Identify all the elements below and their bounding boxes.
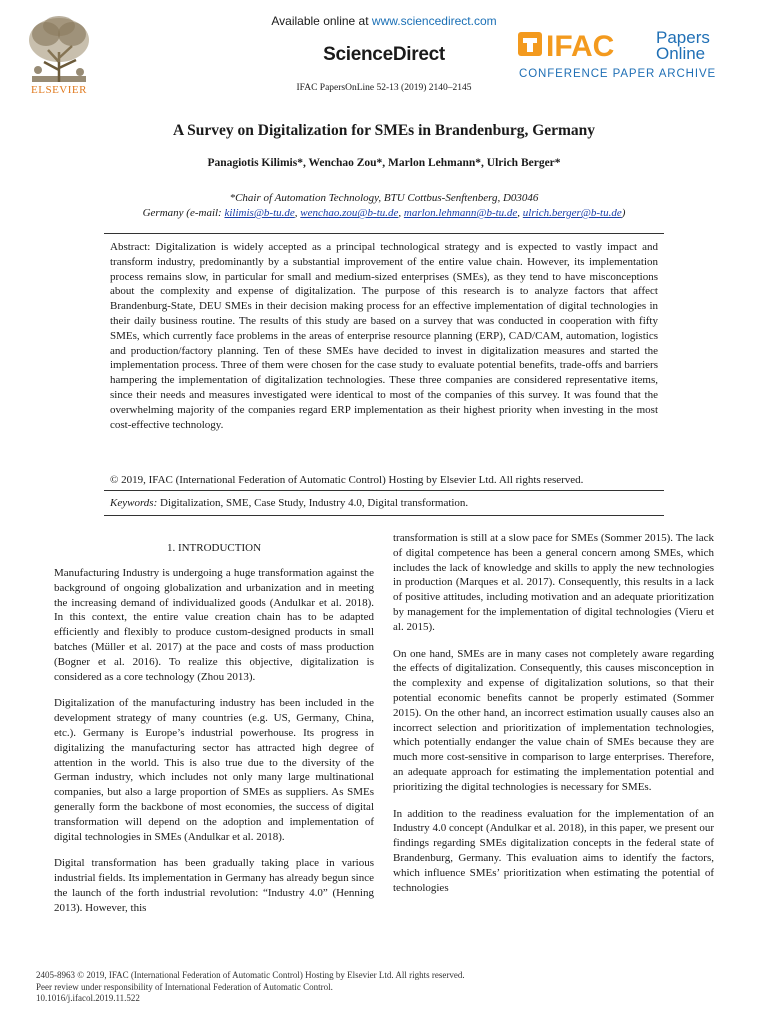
email-prefix: Germany (e-mail: — [142, 207, 225, 219]
body-paragraph: Digitalization of the manufacturing industry has been included in the development strategy of many countries (e.g. US, Germany, China, etc.). Germany is Europe’s industrial powerhouse. Its progress in digitalizing the manufacturing sector has attracted high degree of attention in the world. This is also true due to the diversity of the German industry, which includes not only many large multinational companies, but also a large proportion of SMEs as suppliers. As SMEs generally form the backbone of most economies, the success of digital transformation will depend on the adoption and implementation of digital technologies in SMEs (Andulkar et al. 2018). — [54, 697, 374, 843]
ifac-logo-line1: Papers — [656, 28, 710, 47]
abstract-top-rule — [104, 233, 664, 234]
right-column — [393, 531, 714, 907]
left-column — [54, 566, 374, 928]
sciencedirect-link[interactable]: www.sciencedirect.com — [371, 14, 497, 28]
footer-peer-review: Peer review under responsibility of International Federation of Automatic Control. — [36, 981, 333, 992]
body-paragraph: Manufacturing Industry is undergoing a huge transformation against the background of ongoing globalization and urbanization and in meeting the increasing demand of individualized goods (Andulkar et al. 2018). In this context, the entire value creation chain has to be adapted efficiently and flexibly to produce custom-designed products in small batches (Müller et al. 2017) at the pace and costs of mass production (Bogner et al. 2016). To realize this objective, digitalization is considered as a core technology (Zhou 2013). — [54, 567, 374, 683]
email-separator: , — [294, 207, 301, 219]
ifac-logo-name: IFAC — [546, 30, 615, 63]
journal-citation: IFAC PapersOnLine 52-13 (2019) 2140–2145 — [296, 83, 472, 93]
keywords-top-rule — [104, 490, 664, 491]
email-link[interactable]: kilimis@b-tu.de — [224, 207, 295, 219]
body-paragraph: transformation is still at a slow pace for SMEs (Sommer 2015). The lack of digital competence has been a general concern among SMEs, which includes the lack of knowledge and skills to apply the new technologies in production (Marques et al. 2017). Consequently, this results in a lack of positive attitudes, including motivation and an adequate prioritization by management for the implementation of digital technologies (Vieru et al. 2015). — [393, 532, 714, 633]
keywords-label: Keywords: — [110, 497, 158, 509]
abstract-copyright: © 2019, IFAC (International Federation of Automatic Control) Hosting by Elsevier Ltd. All rights reserved. — [110, 474, 584, 486]
ifac-logo-tagline: CONFERENCE PAPER ARCHIVE — [519, 68, 717, 80]
sciencedirect-brand: ScienceDirect — [323, 44, 445, 65]
keywords-bottom-rule — [104, 515, 664, 516]
body-paragraph: On one hand, SMEs are in many cases not completely aware regarding the effects of digitalization. Consequently, this causes misconception in the complexity and expense of digitalization solutions, so that their potential economic benefits cannot be properly estimated (Sommer 2015). On the other hand, an incorrect estimation usually causes also an incorrect selection and prioritization of implementation technologies, which potentially endanger the value chain of SMEs because they are much more cost-sensitive in comparison to large enterprises. Therefore, an adequate approach for estimating the implementation potential and prioritizing the digital technologies is necessary for SMEs. — [393, 647, 714, 793]
footer-issn-copyright: 2405-8963 © 2019, IFAC (International Federation of Automatic Control) Hosting by Elsevier Ltd. All rights reserved. — [36, 970, 465, 980]
email-suffix: ) — [621, 207, 626, 219]
affiliation: *Chair of Automation Technology, BTU Cottbus-Senftenberg, D03046 — [229, 192, 539, 204]
ifac-logo-line2: Online — [656, 44, 706, 63]
email-link[interactable]: marlon.lehmann@b-tu.de — [403, 207, 518, 219]
keywords-line — [110, 497, 658, 509]
email-separator: , — [517, 207, 523, 219]
paper-title: A Survey on Digitalization for SMEs in Brandenburg, Germany — [172, 122, 596, 139]
ifac-papersonline-logo — [518, 26, 718, 82]
footer-doi[interactable]: 10.1016/j.ifacol.2019.11.522 — [36, 993, 140, 1003]
author-emails — [0, 207, 768, 219]
page-footer — [36, 970, 736, 1005]
section-heading: 1. INTRODUCTION — [166, 542, 262, 554]
paper-authors: Panagiotis Kilimis*, Wenchao Zou*, Marlon Lehmann*, Ulrich Berger* — [207, 157, 561, 169]
keywords-text: Digitalization, SME, Case Study, Industry 4.0, Digital transformation. — [157, 497, 469, 509]
body-paragraph: In addition to the readiness evaluation for the implementation of an Industry 4.0 concept (Andulkar et al. 2018), in this paper, we present our findings regarding SMEs digitalization concepts in the federal state of Brandenburg, Germany. This evaluation aims to identify the factors, which influence SMEs’ prioritization when estimating the potential of technologies — [393, 807, 714, 894]
email-link[interactable]: wenchao.zou@b-tu.de — [300, 207, 399, 219]
email-separator: , — [398, 207, 404, 219]
elsevier-wordmark: ELSEVIER — [31, 84, 87, 96]
available-prefix: Available online at — [271, 14, 372, 28]
abstract: Abstract: Digitalization is widely accepted as a principal technological strategy and is expected to vastly impact and transform industry, predominantly by a substantial improvement of the entire value chain. However, its implementation process remains slow, in particular for small and medium-sized enterprises (SMEs), as they tend to have misconceptions about the complexity and expense of digitalization. The purpose of this research is to analyze factors that affect Brandenburg-State, DEU SMEs in their decision making process for an effective implementation of digital technologies in their daily business routine. The results of this study are based on a survey that was conducted in cooperation with fifty SMEs, which currently face problems in the areas of enterprise resource planning (ERP), CAD/CAM, automation, logistics and production/factory planning. Ten of these SMEs have decided to invest in digitalization measures and started the implementation process. Three of them were chosen for the case study to evaluate potential benefits, trade-offs and barriers hampering the implementation of digitalization technologies. These three companies are considered representative items, since their needs and measures investigated were identical to most of the companies of this survey. It was found that the overwhelming majority of the companies regard ERP implementation as their highest priority when investing in the most cost-effective technology. — [110, 241, 658, 431]
email-link[interactable]: ulrich.berger@b-tu.de — [522, 207, 622, 219]
body-paragraph: Digital transformation has been gradually taking place in various industrial fields. Its implementation in Germany has already begun since the launch of the forth industrial revolution: “Industry 4.0” (Henning 2013). However, this — [54, 857, 374, 914]
